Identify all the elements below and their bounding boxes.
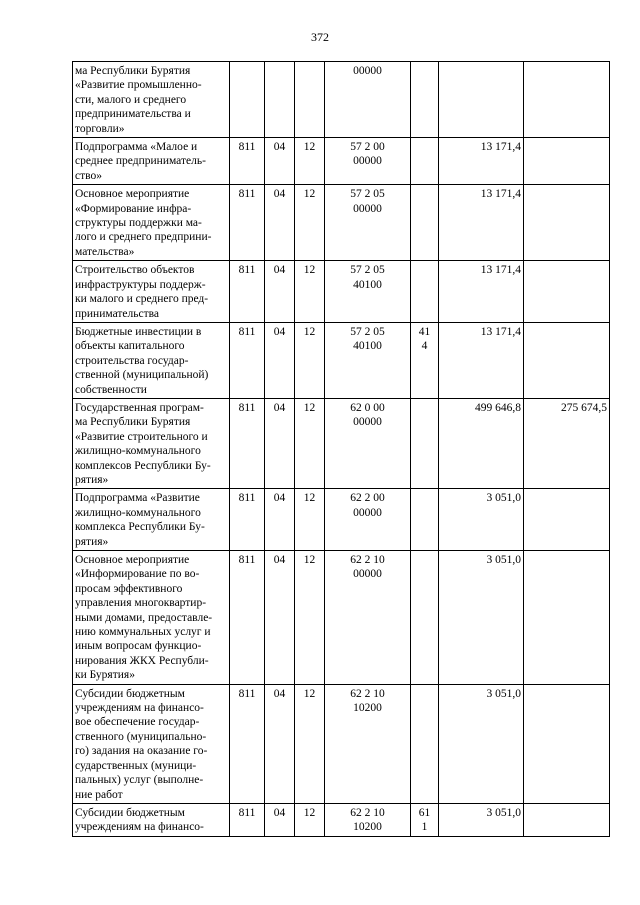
row-name-cell: Субсидии бюджетным учреждениям на финансо- [73, 803, 230, 836]
ved-cell: 811 [230, 398, 265, 488]
row-name-cell: Бюджетные инвестиции в объекты капитального строительства государ- ственной (муниципальной) собственности [73, 322, 230, 398]
csr-cell: 62 2 10 10200 [325, 803, 411, 836]
vr-cell [411, 489, 439, 551]
table-row [73, 489, 610, 551]
rz-cell: 04 [265, 489, 295, 551]
budget-table [72, 61, 610, 837]
vr-cell [411, 551, 439, 685]
csr-cell: 57 2 05 40100 [325, 261, 411, 323]
vr-cell: 41 4 [411, 322, 439, 398]
csr-cell: 62 2 10 10200 [325, 684, 411, 803]
vr-cell [411, 684, 439, 803]
sum-first-cell: 499 646,8 [439, 398, 524, 488]
ved-cell [230, 62, 265, 138]
ved-cell: 811 [230, 551, 265, 685]
rz-cell: 04 [265, 398, 295, 488]
row-name-cell: Подпрограмма «Развитие жилищно-коммунального комплекса Республики Бу- рятия» [73, 489, 230, 551]
rz-cell: 04 [265, 684, 295, 803]
ved-cell: 811 [230, 138, 265, 185]
csr-cell: 57 2 05 40100 [325, 322, 411, 398]
sum-second-cell [524, 322, 610, 398]
sum-second-cell [524, 489, 610, 551]
sum-second-cell: 275 674,5 [524, 398, 610, 488]
table-row [73, 62, 610, 138]
vr-cell [411, 138, 439, 185]
ved-cell: 811 [230, 489, 265, 551]
vr-cell [411, 185, 439, 261]
pr-cell [295, 62, 325, 138]
rz-cell: 04 [265, 551, 295, 685]
sum-first-cell: 13 171,4 [439, 138, 524, 185]
ved-cell: 811 [230, 322, 265, 398]
csr-cell: 57 2 05 00000 [325, 185, 411, 261]
table-row [73, 261, 610, 323]
sum-second-cell [524, 185, 610, 261]
sum-second-cell [524, 551, 610, 685]
rz-cell: 04 [265, 322, 295, 398]
rz-cell [265, 62, 295, 138]
pr-cell: 12 [295, 138, 325, 185]
table-row [73, 551, 610, 685]
vr-cell: 61 1 [411, 803, 439, 836]
table-row [73, 138, 610, 185]
csr-cell: 62 0 00 00000 [325, 398, 411, 488]
row-name-cell: Основное мероприятие «Формирование инфра- структуры поддержки ма- лого и среднего предприни- мательства» [73, 185, 230, 261]
table-row [73, 684, 610, 803]
sum-first-cell: 3 051,0 [439, 684, 524, 803]
pr-cell: 12 [295, 261, 325, 323]
ved-cell: 811 [230, 185, 265, 261]
csr-cell: 62 2 00 00000 [325, 489, 411, 551]
vr-cell [411, 62, 439, 138]
sum-second-cell [524, 62, 610, 138]
row-name-cell: Основное мероприятие «Информирование по во- просам эффективного управления многоквартир- ными домами, предоставле- нию коммунальных услуг и иным вопросам функцио- нирования ЖКХ Республи- ки Бурятия» [73, 551, 230, 685]
sum-first-cell: 13 171,4 [439, 185, 524, 261]
rz-cell: 04 [265, 185, 295, 261]
pr-cell: 12 [295, 551, 325, 685]
vr-cell [411, 398, 439, 488]
table-row [73, 322, 610, 398]
rz-cell: 04 [265, 803, 295, 836]
csr-cell: 62 2 10 00000 [325, 551, 411, 685]
row-name-cell: Строительство объектов инфраструктуры поддерж- ки малого и среднего пред- принимательства [73, 261, 230, 323]
sum-second-cell [524, 803, 610, 836]
csr-cell: 57 2 00 00000 [325, 138, 411, 185]
page-number: 372 [311, 30, 329, 44]
pr-cell: 12 [295, 803, 325, 836]
pr-cell: 12 [295, 684, 325, 803]
row-name-cell: Государственная програм- ма Республики Бурятия «Развитие строительного и жилищно-коммунального комплексов Республики Бу- рятия» [73, 398, 230, 488]
ved-cell: 811 [230, 803, 265, 836]
csr-cell: 00000 [325, 62, 411, 138]
sum-first-cell: 13 171,4 [439, 261, 524, 323]
sum-first-cell: 3 051,0 [439, 551, 524, 685]
row-name-cell: Подпрограмма «Малое и среднее предприниматель- ство» [73, 138, 230, 185]
rz-cell: 04 [265, 261, 295, 323]
table-row [73, 185, 610, 261]
ved-cell: 811 [230, 261, 265, 323]
row-name-cell: ма Республики Бурятия «Развитие промышленно- сти, малого и среднего предпринимательства и торговли» [73, 62, 230, 138]
rz-cell: 04 [265, 138, 295, 185]
pr-cell: 12 [295, 322, 325, 398]
pr-cell: 12 [295, 398, 325, 488]
sum-second-cell [524, 684, 610, 803]
sum-first-cell [439, 62, 524, 138]
sum-first-cell: 3 051,0 [439, 803, 524, 836]
pr-cell: 12 [295, 489, 325, 551]
sum-first-cell: 3 051,0 [439, 489, 524, 551]
sum-first-cell: 13 171,4 [439, 322, 524, 398]
vr-cell [411, 261, 439, 323]
sum-second-cell [524, 138, 610, 185]
sum-second-cell [524, 261, 610, 323]
table-row [73, 803, 610, 836]
table-row [73, 398, 610, 488]
pr-cell: 12 [295, 185, 325, 261]
ved-cell: 811 [230, 684, 265, 803]
row-name-cell: Субсидии бюджетным учреждениям на финансо- вое обеспечение государ- ственного (муниципально- го) задания на оказание го- сударственных (муници- пальных) услуг (выполне- ние работ [73, 684, 230, 803]
